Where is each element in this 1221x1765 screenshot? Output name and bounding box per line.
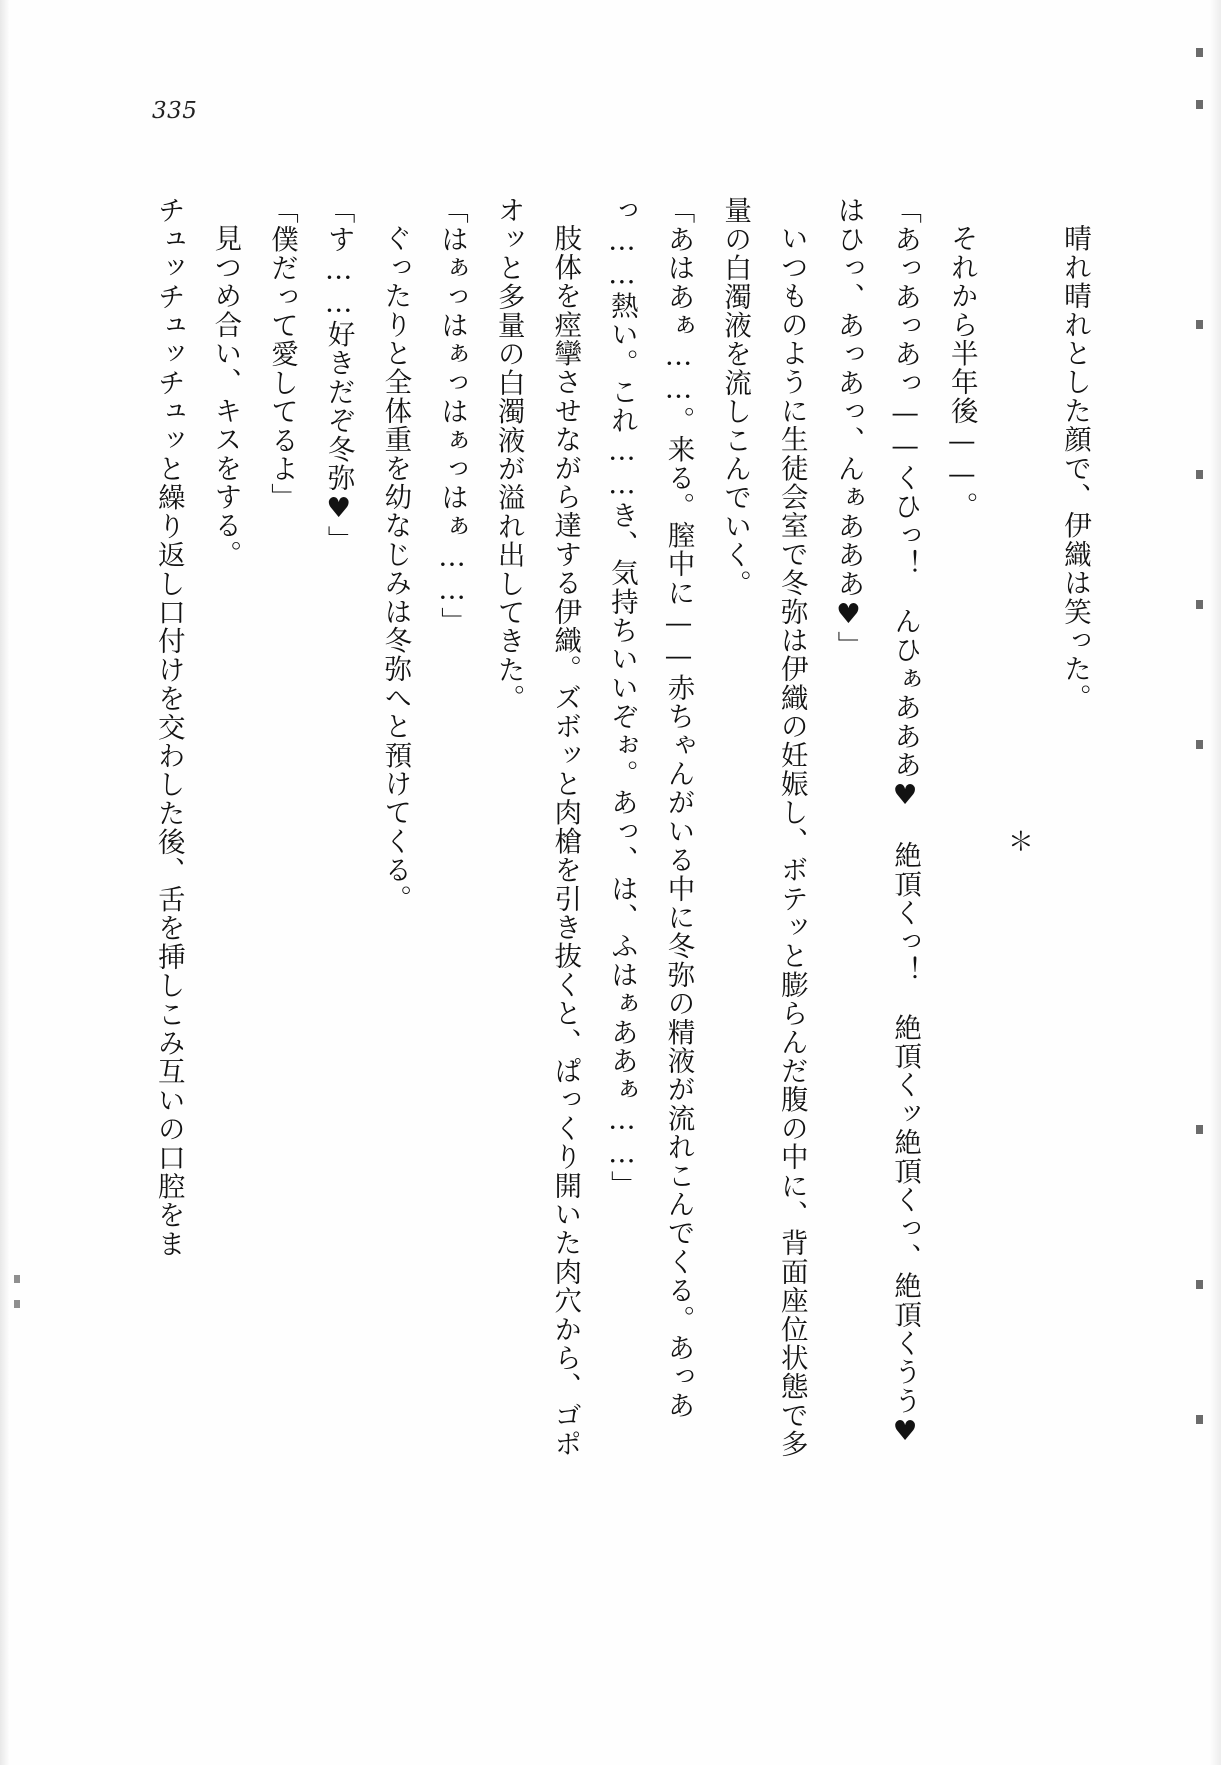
paragraph: 「す……好きだぞ冬弥♥」 <box>322 196 355 554</box>
paragraph: 「僕だって愛してるよ」 <box>266 196 299 512</box>
paragraph: 「あっあっあっ——くひっ！ んひぁあああ♥ 絶頂くっ！ 絶頂くッ絶頂くっ、絶頂くうう♥ はひっ、あっあっ、んぁあああ♥」 <box>832 196 922 1477</box>
scan-tick-mark <box>1196 48 1203 57</box>
paragraph: 見つめ合い、キスをする。 <box>209 224 242 569</box>
scan-tick-mark <box>1196 320 1203 329</box>
scan-tick-mark <box>1196 100 1203 109</box>
page-number: 335 <box>152 98 198 124</box>
paragraph: いつものように生徒会室で冬弥は伊織の妊娠し、ボテッと膨らんだ腹の中に、背面座位状態で多量の白濁液を流しこんでいく。 <box>719 196 808 1459</box>
scan-tick-mark <box>1196 1280 1203 1289</box>
paragraph: ぐったりと全体重を幼なじみは冬弥へと預けてくる。 <box>379 224 412 913</box>
scan-tick-mark <box>1196 470 1203 479</box>
scan-tick-mark <box>1196 600 1203 609</box>
paragraph: 晴れ晴れとした顔で、伊織は笑った。 <box>1059 224 1091 712</box>
scan-tick-mark <box>1196 740 1203 749</box>
asterisk-icon: ＊ <box>1003 828 1034 854</box>
body-text-vertical <box>152 196 1103 1486</box>
scan-tick-mark <box>1196 1415 1203 1424</box>
scan-tick-mark <box>14 1300 20 1308</box>
paragraph: それから半年後——。 <box>945 224 978 520</box>
paragraph: チュッチュッチュッと繰り返し口付けを交わした後、舌を挿しこみ互いの口腔をま <box>152 196 185 1258</box>
paragraph: 「はぁっはぁっはぁっはぁ……」 <box>435 196 468 636</box>
paragraph: 肢体を痙攣させながら達する伊織。ズボッと肉槍を引き抜くと、ぱっくり開いた肉穴から、ゴポオッと多量の白濁液が溢れ出してきた。 <box>492 196 582 1459</box>
scan-tick-mark <box>14 1275 20 1283</box>
scan-tick-mark <box>1196 1125 1203 1134</box>
section-separator <box>990 196 1047 1486</box>
paragraph: 「あはあぁ……。来る。膣中に——赤ちゃんがいる中に冬弥の精液が流れこんでくる。あっあっ……熱い。これ……き、気持ちいいぞぉ。あっ、は、ふはぁああぁ……」 <box>605 196 695 1420</box>
scan-edge-right <box>1209 0 1221 1765</box>
scan-edge-left <box>0 0 10 1765</box>
